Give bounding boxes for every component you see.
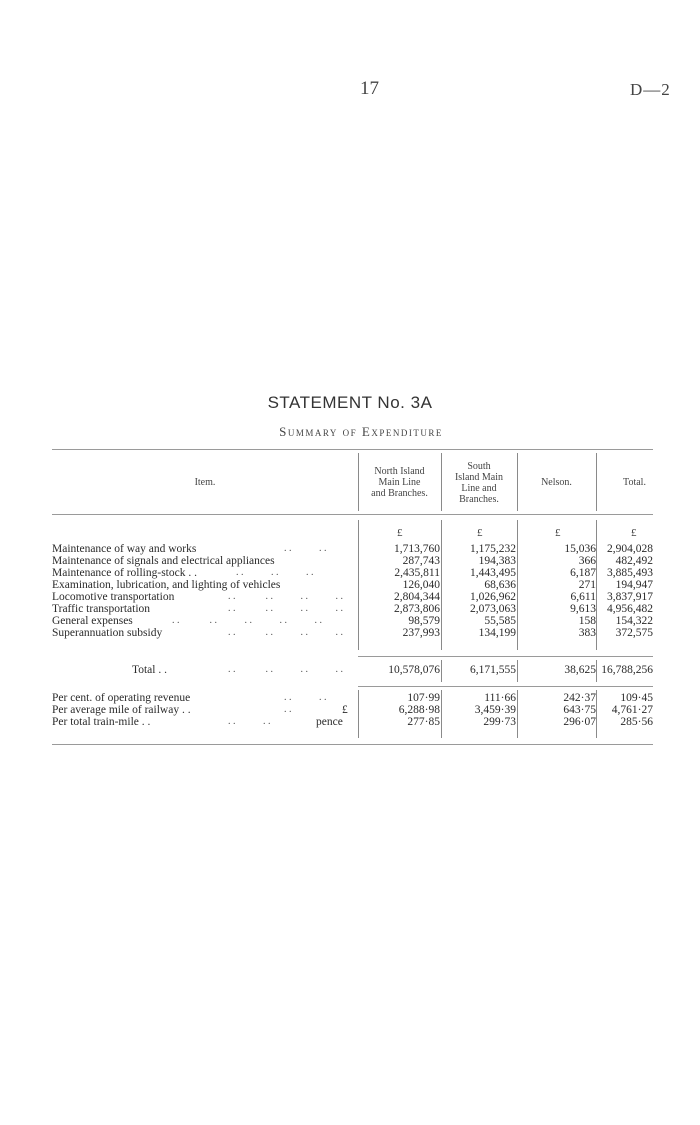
nelson-value: 158: [578, 615, 596, 627]
nelson-total: 38,625: [564, 664, 596, 676]
total-value: 3,837,917: [607, 591, 653, 603]
row-label: General expenses: [52, 615, 133, 627]
total-value: 482,492: [615, 555, 653, 567]
page-number: 17: [360, 78, 379, 99]
south-island-value: 2,073,063: [470, 603, 516, 615]
nelson-value: 6,611: [570, 591, 596, 603]
currency-symbol: £: [631, 527, 637, 539]
row-label: Per average mile of railway . .: [52, 704, 191, 716]
nelson-value: 6,187: [570, 567, 596, 579]
total-label: Total . .: [132, 664, 167, 676]
row-label: Per cent. of operating revenue: [52, 692, 191, 704]
row-label: Examination, lubrication, and lighting of vehicles: [52, 579, 281, 591]
document-code: D—2: [630, 80, 671, 99]
total-bottom-rule: [358, 686, 653, 687]
table-row: [52, 555, 653, 567]
total-row: Total . . . . . . . . . . 10,578,076 6,171,555 38,625 16,788,256: [132, 664, 653, 676]
north-island-value: 287,743: [402, 555, 440, 567]
table-top-rule: [52, 449, 653, 450]
unit-label: pence: [316, 716, 343, 728]
table-row: Traffic transportation . . . . . . . . 2,873,806 2,073,063 9,613 4,956,482: [52, 603, 653, 615]
total-value: 109·45: [620, 692, 653, 704]
total-value: 154,322: [615, 615, 653, 627]
column-header-north-island: North Island Main Line and Branches.: [371, 466, 428, 499]
total-value: 4,956,482: [607, 603, 653, 615]
nelson-value: 643·75: [563, 704, 596, 716]
unit-label: £: [342, 704, 348, 716]
south-island-value: 1,175,232: [470, 543, 516, 555]
column-header-nelson: Nelson.: [541, 477, 572, 488]
table-row: Per total train-mile . . . . . . pence 277·85 299·73 296·07 285·56: [52, 716, 653, 728]
south-island-value: 134,199: [478, 627, 516, 639]
south-island-value: 68,636: [484, 579, 516, 591]
nelson-value: 271: [578, 579, 596, 591]
currency-symbol: £: [555, 527, 561, 539]
total-value: 285·56: [620, 716, 653, 728]
grand-total: 16,788,256: [601, 664, 653, 676]
row-label: Maintenance of signals and electrical appliances: [52, 555, 275, 567]
statement-subtitle: Summary of Expenditure: [279, 424, 443, 439]
nelson-value: 15,036: [564, 543, 596, 555]
south-island-value: 3,459·39: [474, 704, 516, 716]
currency-symbol: £: [397, 527, 403, 539]
north-island-value: 237,993: [402, 627, 440, 639]
north-island-value: 2,435,811: [394, 567, 440, 579]
table-row: Per average mile of railway . . . . £ 6,288·98 3,459·39 643·75 4,761·27: [52, 704, 653, 716]
row-label: Per total train-mile . .: [52, 716, 151, 728]
table-row: Maintenance of way and works . . . . 1,713,760 1,175,232 15,036 2,904,028: [52, 543, 653, 555]
total-top-rule: [358, 656, 653, 657]
north-island-total: 10,578,076: [388, 664, 440, 676]
nelson-value: 296·07: [563, 716, 596, 728]
north-island-value: 6,288·98: [398, 704, 440, 716]
nelson-value: 366: [578, 555, 596, 567]
south-island-value: 299·73: [483, 716, 516, 728]
column-header-item: Item.: [194, 477, 216, 488]
column-header-south-island: South Island Main Line and Branches.: [454, 461, 504, 505]
north-island-value: 98,579: [408, 615, 440, 627]
total-value: 194,947: [615, 579, 653, 591]
north-island-value: 107·99: [407, 692, 440, 704]
north-island-value: 277·85: [407, 716, 440, 728]
nelson-value: 9,613: [570, 603, 596, 615]
total-value: 2,904,028: [607, 543, 653, 555]
nelson-value: 242·37: [563, 692, 596, 704]
table-row: General expenses . . . . . . . . . . 98,579 55,585 158 154,322: [52, 615, 653, 627]
row-label: Superannuation subsidy: [52, 627, 163, 639]
header-bottom-rule: [52, 514, 653, 515]
south-island-value: 1,443,495: [470, 567, 516, 579]
nelson-value: 383: [578, 627, 596, 639]
table-row: Superannuation subsidy . . . . . . . . 237,993 134,199 383 372,575: [52, 627, 653, 639]
south-island-value: 1,026,962: [470, 591, 516, 603]
row-label: Traffic transportation: [52, 603, 151, 615]
north-island-value: 126,040: [402, 579, 440, 591]
total-value: 4,761·27: [611, 704, 653, 716]
row-label: Maintenance of rolling-stock . .: [52, 567, 197, 579]
table-bottom-rule: [52, 744, 653, 745]
table-row: [52, 579, 653, 591]
column-header-total: Total.: [623, 477, 646, 488]
currency-symbol: £: [477, 527, 483, 539]
south-island-total: 6,171,555: [470, 664, 516, 676]
table-row: Maintenance of rolling-stock . . . . . . . . 2,435,811 1,443,495 6,187 3,885,493: [52, 567, 653, 579]
north-island-value: 2,873,806: [394, 603, 440, 615]
table-row: Per cent. of operating revenue . . . . 107·99 111·66 242·37 109·45: [52, 692, 653, 704]
south-island-value: 111·66: [484, 692, 516, 704]
statement-title: STATEMENT No. 3A: [267, 393, 433, 412]
row-label: Locomotive transportation: [52, 591, 175, 603]
south-island-value: 194,383: [478, 555, 516, 567]
north-island-value: 1,713,760: [394, 543, 440, 555]
total-value: 372,575: [615, 627, 653, 639]
row-label: Maintenance of way and works: [52, 543, 197, 555]
south-island-value: 55,585: [484, 615, 516, 627]
table-row: Locomotive transportation . . . . . . . . 2,804,344 1,026,962 6,611 3,837,917: [52, 591, 653, 603]
north-island-value: 2,804,344: [394, 591, 440, 603]
total-value: 3,885,493: [607, 567, 653, 579]
